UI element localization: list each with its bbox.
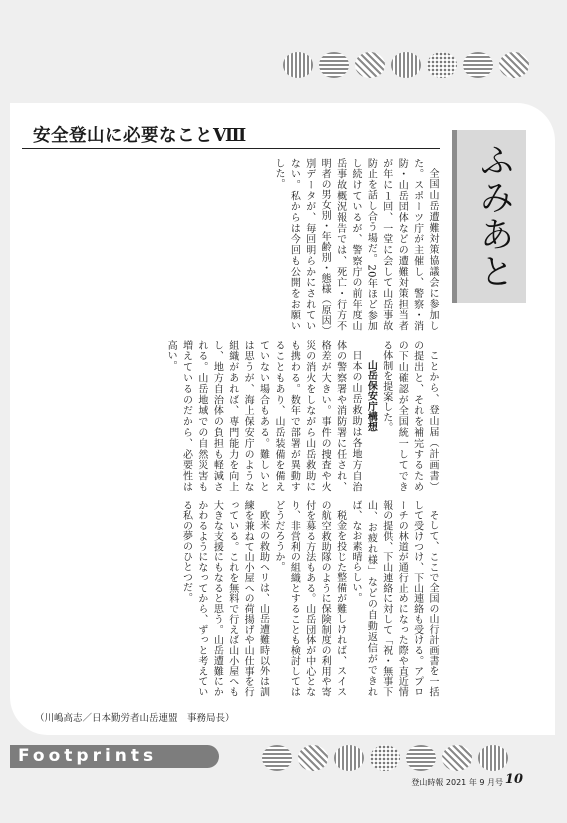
pattern-oval xyxy=(406,745,436,771)
paragraph: そして、ここで全国の山行計画書を一括して受けつけ、下山連絡も受ける。アプローチの林道が通行止めになった際や直近情報の提供、下山連絡に対して「祝・無事下山、お疲れ様」などの自動返信ができれば、なお素晴らしい。 xyxy=(349,500,438,697)
pattern-oval xyxy=(427,52,457,78)
pattern-oval xyxy=(478,745,508,771)
pattern-oval xyxy=(463,52,493,78)
paragraph: 欧米の救助ヘリは、山岳遭難時以外は訓練を兼ねて山小屋への荷揚げや山仕事を行っている。これを無料で行えば山小屋へも大きな支援にもなると思う。山岳遭難にかかわるようになってから、ずっと考えている私の夢のひとつだ。 xyxy=(180,500,269,697)
page-number: 10 xyxy=(504,772,523,787)
text-block-middle xyxy=(22,340,440,492)
pattern-oval xyxy=(442,745,472,771)
section-heading-box xyxy=(452,130,526,303)
pattern-oval xyxy=(370,745,400,771)
bottom-decoration xyxy=(262,745,508,771)
paragraph: 税金を投じた整備が難しければ、スイスの航空救助隊のように保険制度の利用や寄付を募る方法もある。山岳団体が中心となり、非営利の組織とすることも検討してはどうだろうか。 xyxy=(272,500,346,697)
pattern-oval xyxy=(499,52,529,78)
pattern-oval xyxy=(319,52,349,78)
pattern-oval xyxy=(391,52,421,78)
magazine-issue: 登山時報 2021 年 9 月号 xyxy=(411,778,503,787)
section-heading: ふみあと xyxy=(474,142,514,290)
footer-label-bar xyxy=(10,745,219,768)
article-title: 安全登山に必要なことⅧ xyxy=(33,126,247,146)
divider xyxy=(22,148,440,149)
subheading: 山岳保安庁構想 xyxy=(365,360,377,433)
author-credit: （川嶋高志／日本勤労者山岳連盟 事務局長） xyxy=(35,713,235,724)
pattern-oval xyxy=(334,745,364,771)
text-block-top xyxy=(22,158,440,331)
pattern-oval xyxy=(283,52,313,78)
pattern-oval xyxy=(262,745,292,771)
top-decoration xyxy=(283,52,529,78)
paragraph: 日本の山岳救助は各地方自治体の警察署や消防署に任され、格差が大きい。事件の捜査や火災の消火をしながら山岳救助にも携わる。数年で部署が異動することもあり、山岳装備を備えていない場合もある。難しいとは思うが、海上保安庁のような組織があれば、専門能力を向上し、地方自治体の負担も軽減される。山岳地域での自然災害も増えているのだから、必要性は高い。 xyxy=(165,340,361,492)
pattern-oval xyxy=(355,52,385,78)
text-block-bottom xyxy=(22,500,440,697)
paragraph: 全国山岳遭難対策協議会に参加した。スポーツ庁が主催し、警察・消防・山岳団体などの遭難対策担当者が年に１回、一堂に会して山岳事故防止を話し合う場だ。20年ほど参加し続けているが、警察庁の前年度山岳事故概況報告では、死亡・行方不明者の男女別・年齢別・態様（原因）別データが、毎回明らかにされていない。私からは今回も公開をお願いした。 xyxy=(272,158,438,331)
footer-label: Footprints xyxy=(18,746,158,766)
pattern-oval xyxy=(298,745,328,771)
paragraph: ことから、登山届（計画書）の提出と、それを補完するための下山確認が全国統一してできる体制を提案した。 xyxy=(380,340,438,492)
